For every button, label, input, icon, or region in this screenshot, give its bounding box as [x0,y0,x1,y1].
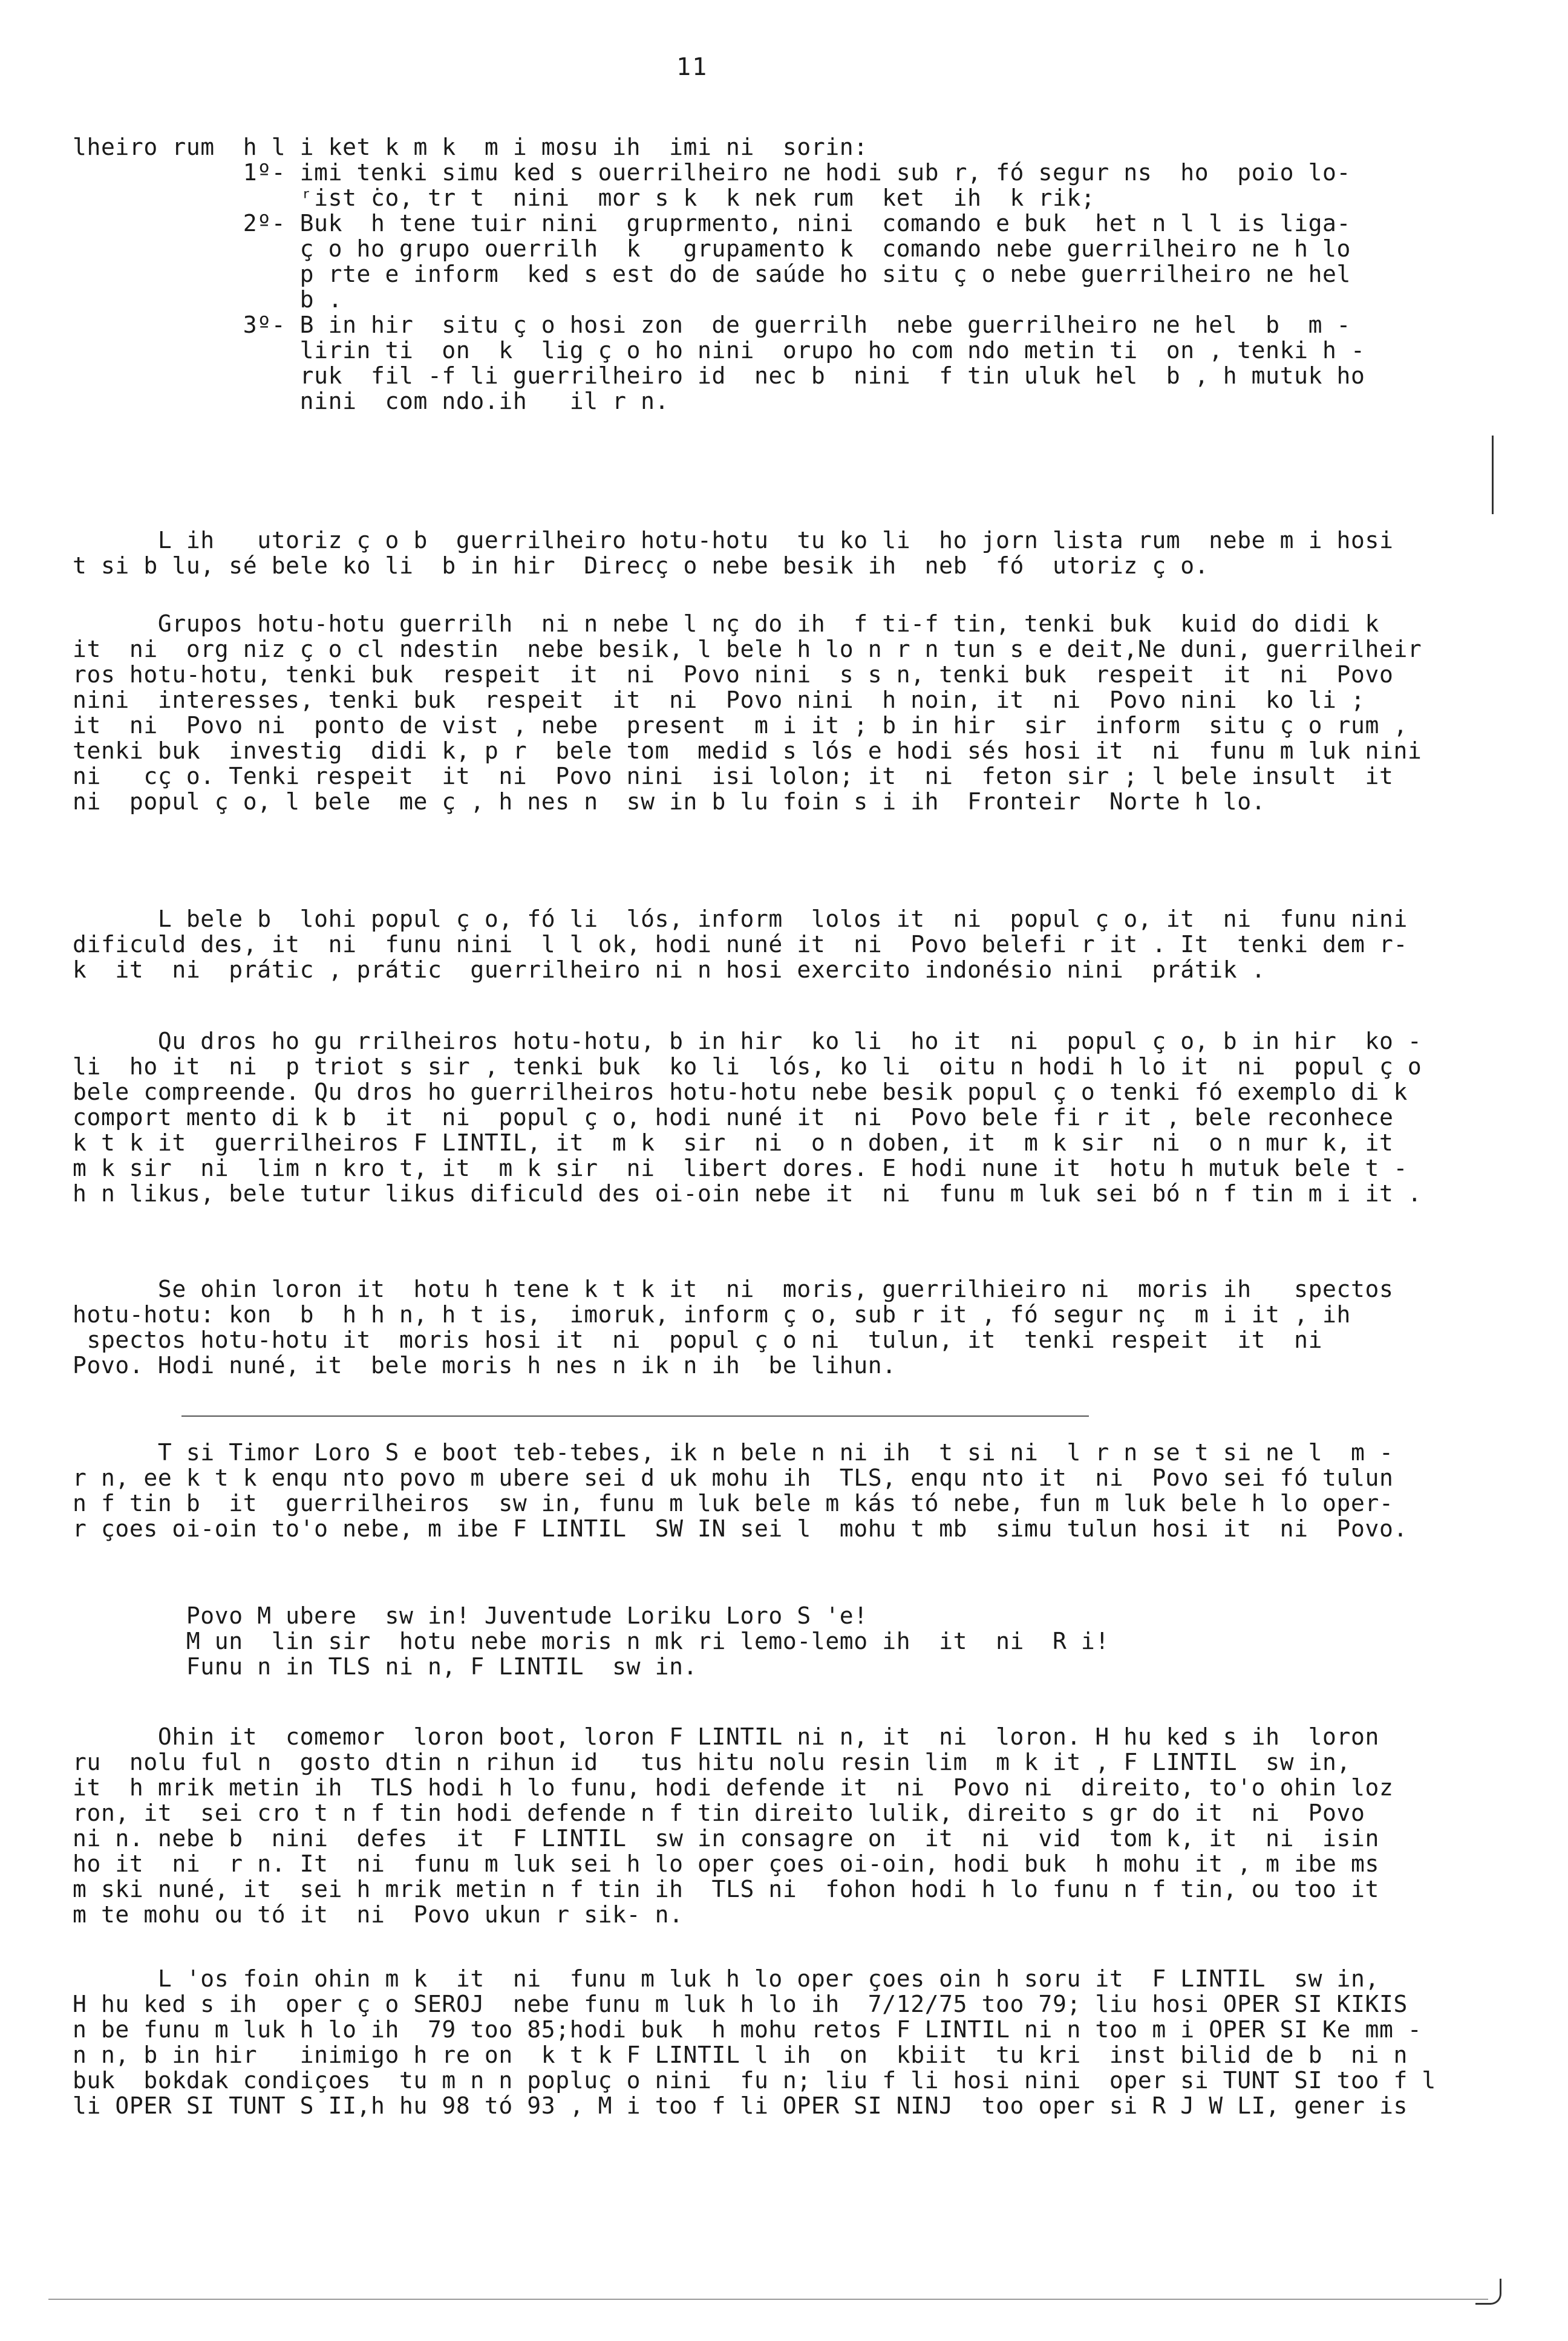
text-line: lirin ti on k lig ç o ho nini orupo ho com ndo metin ti on , tenki h - [73,337,1365,364]
text-line: dificuld des, it ni funu nini l l ok, hodi nuné it ni Povo belefi r it . It tenki dem r- [73,931,1408,958]
text-line: ru nolu ful n gosto dtin n rihun id tus hitu nolu resin lim m k it , F LINTIL sw in, [73,1749,1351,1775]
text-line: 3º- B in hir situ ç o hosi zon de guerrilh nebe guerrilheiro ne hel b m - [73,312,1351,338]
separator-line [181,1415,1089,1417]
text-line: n n, b in hir inimigo h re on k t k F LINTIL l ih on kbiit tu kri inst bilid de b ni n [73,2042,1408,2068]
text-line: H hu ked s ih oper ç o SEROJ nebe funu m luk h lo ih 7/12/75 too 79; liu hosi OPER SI KIKIS [73,1991,1408,2017]
text-line: ho it ni r n. It ni funu m luk sei h lo oper çoes oi-oin, hodi buk h mohu it , m ibe ms [73,1850,1379,1877]
paragraph-5 [73,1028,1476,1206]
paragraph-3 [73,611,1476,814]
text-line: k t k it guerrilheiros F LINTIL, it m k sir ni o n doben, it m k sir ni o n mur k, it [73,1129,1394,1156]
text-line: Povo. Hodi nuné, it bele moris h nes n ik n ih be lihun. [73,1352,897,1379]
text-line: t si b lu, sé bele ko li b in hir Direcç o nebe besik ih neb fó utoriz ç o. [73,552,1209,579]
margin-mark [1492,436,1494,514]
corner-scribble [1475,2279,1501,2305]
text-line: spectos hotu-hotu it moris hosi it ni popul ç o ni tulun, it tenki respeit it ni [73,1327,1323,1353]
text-line: nini interesses, tenki buk respeit it ni Povo nini h noin, it ni Povo nini ko li ; [73,687,1365,713]
paragraph-7 [73,1440,1476,1541]
text-line: M un lin sir hotu nebe moris n mk ri lemo-lemo ih it ni R i! [73,1628,1109,1654]
text-line: hotu-hotu: kon b h h n, h t is, imoruk, inform ç o, sub r it , fó segur nç m i it , ih [73,1301,1351,1328]
text-line: Qu dros ho gu rrilheiros hotu-hotu, b in hir ko li ho it ni popul ç o, b in hir ko - [73,1028,1422,1054]
paragraph-1 [73,134,1476,414]
text-line: r n, ee k t k enqu nto povo m ubere sei d uk mohu ih TLS, enqu nto it ni Povo sei fó tulun [73,1464,1394,1491]
text-line: ros hotu-hotu, tenki buk respeit it ni Povo nini s s n, tenki buk respeit it ni Povo [73,661,1394,688]
text-line: m ski nuné, it sei h mrik metin n f tin ih TLS ni fohon hodi h lo funu n f tin, ou too it [73,1876,1379,1902]
text-line: ni n. nebe b nini defes it F LINTIL sw in consagre on it ni vid tom k, it ni isin [73,1825,1379,1852]
text-line: lheiro rum h l i ket k m k m i mosu ih imi ni sorin: [73,134,868,160]
text-line: li OPER SI TUNT S II,h hu 98 tó 93 , M i too f li OPER SI NINJ too oper si R J W LI, gener is [73,2092,1408,2119]
paragraph-8 [73,1603,1476,1679]
text-line: tenki buk investig didi k, p r bele tom medid s lós e hodi sés hosi it ni funu m luk nini [73,737,1422,764]
text-line: T si Timor Loro S e boot teb-tebes, ik n bele n ni ih t si ni l r n se t si ne l m - [73,1439,1394,1466]
bottom-edge-line [48,2299,1488,2300]
text-line: bele compreende. Qu dros ho guerrilheiros hotu-hotu nebe besik popul ç o tenki fó exemplo di k [73,1079,1408,1105]
text-line: n be funu m luk h lo ih 79 too 85;hodi buk h mohu retos F LINTIL ni n too m i OPER SI Ke mm - [73,2016,1422,2043]
text-line: 2º- Buk h tene tuir nini gruprmento, nini comando e buk het n l l is liga- [73,210,1351,237]
text-line: m te mohu ou tó it ni Povo ukun r sik- n. [73,1901,684,1928]
text-line: ruk fil -f li guerrilheiro id nec b nini f tin uluk hel b , h mutuk ho [73,362,1365,389]
text-line: it h mrik metin ih TLS hodi h lo funu, hodi defende it ni Povo ni direito, to'o ohin loz [73,1774,1394,1801]
text-line: Povo M ubere sw in! Juventude Loriku Loro S 'e! [73,1602,868,1629]
text-line: L bele b lohi popul ç o, fó li lós, inform lolos it ni popul ç o, it ni funu nini [73,906,1408,932]
text-line: li ho it ni p triot s sir , tenki buk ko li lós, ko li oitu n hodi h lo it ni popul ç o [73,1053,1422,1080]
text-line: nini com ndo.ih il r n. [73,388,670,414]
text-line: Se ohin loron it hotu h tene k t k it ni moris, guerrilhieiro ni moris ih spectos [73,1276,1394,1302]
text-line: ʳist ̇co, tr t nini mor s k k nek rum ket ih k rik; [73,184,1096,211]
text-line: ron, it sei cro t n f tin hodi defende n f tin direito lulik, direito s gr do it ni Povo [73,1800,1365,1826]
text-line: Grupos hotu-hotu guerrilh ni n nebe l nç do ih f ti-f tin, tenki buk kuid do didi k [73,610,1379,637]
text-line: ni popul ç o, l bele me ç , h nes n sw in b lu foin s i ih Fronteir Norte h lo. [73,788,1266,815]
text-line: L 'os foin ohin m k it ni funu m luk h lo oper çoes oin h soru it F LINTIL sw in, [73,1965,1379,1992]
text-line: k it ni prátic , prátic guerrilheiro ni n hosi exercito indonésio nini prátik . [73,956,1266,983]
text-line: m k sir ni lim n kro t, it m k sir ni libert dores. E hodi nune it hotu h mutuk bele t - [73,1155,1408,1181]
text-line: Ohin it comemor loron boot, loron F LINTIL ni n, it ni loron. H hu ked s ih loron [73,1723,1379,1750]
text-line: h n likus, bele tutur likus dificuld des oi-oin nebe it ni funu m luk sei bó n f tin m i it . [73,1180,1422,1207]
text-line: r çoes oi-oin to'o nebe, m ibe F LINTIL SW IN sei l mohu t mb simu tulun hosi it ni Povo. [73,1515,1408,1542]
paragraph-6 [73,1276,1476,1378]
text-line: 1º- imi tenki simu ked s ouerrilheiro ne hodi sub r, fó segur ns ho poio lo- [73,159,1351,186]
text-line: comport mento di k b it ni popul ç o, hodi nuné it ni Povo bele fi r it , bele reconhece [73,1104,1394,1131]
text-line: b . [73,286,343,313]
paragraph-2 [73,527,1476,578]
paragraph-10 [73,1966,1476,2118]
text-line: ç o ho grupo ouerrilh k grupamento k comando nebe guerrilheiro ne h lo [73,235,1351,262]
text-line: ni cç o. Tenki respeit it ni Povo nini isi lolon; it ni feton sir ; l bele insult it [73,763,1394,789]
text-line: n f tin b it guerrilheiros sw in, funu m luk bele m kás tó nebe, fun m luk bele h lo oper- [73,1490,1394,1517]
text-line: it ni org niz ç o cl ndestin nebe besik, l bele h lo n r n tun s e deit,Ne duni, guerrilheir [73,636,1422,662]
text-line: L ih utoriz ç o b guerrilheiro hotu-hotu tu ko li ho jorn lista rum nebe m i hosi [73,527,1394,553]
paragraph-4 [73,906,1476,982]
text-line: it ni Povo ni ponto de vist , nebe present m i it ; b in hir sir inform situ ç o rum , [73,712,1408,739]
text-line: Funu n in TLS ni n, F LINTIL sw in. [73,1653,698,1680]
text-line: p rte e inform ked s est do de saúde ho situ ç o nebe guerrilheiro ne hel [73,261,1351,287]
page-number: 11 [676,53,708,81]
text-line: buk bokdak condiçoes tu m n n popluç o nini fu n; liu f li hosi nini oper si TUNT SI too f l [73,2067,1436,2094]
paragraph-9 [73,1724,1476,1927]
